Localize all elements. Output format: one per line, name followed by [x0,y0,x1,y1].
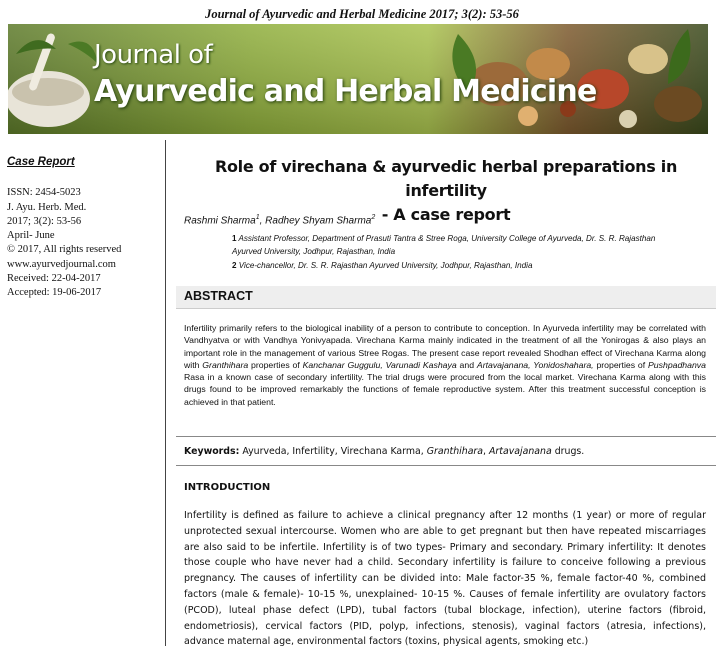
keywords-label: Keywords: [184,446,240,457]
abstract-italic-term: Pushpadhanva [648,359,706,370]
article-type: Case Report [7,156,75,168]
keyword-italic: Granthihara [426,446,484,457]
affiliation-2 [232,259,710,272]
abstract-heading-bar [176,286,716,309]
meta-copyright: © 2017, All rights reserved [7,244,122,256]
abstract-italic-term: Granthihara [202,359,249,370]
abstract-text-part: properties of [248,359,303,370]
author-1: Rashmi Sharma [184,215,256,227]
banner-title-line1: Journal of [94,40,213,70]
abstract-text-part: properties of [593,359,649,370]
author-2-affil: 2 [371,214,376,221]
affiliation-2-num: 2 [232,261,237,270]
banner-title-line2: Ayurvedic and Herbal Medicine [94,74,597,109]
meta-issn: ISSN: 2454-5023 [7,187,81,199]
keywords [184,446,584,457]
abstract-italic-term: Kanchanar Guggulu, Varunadi Kashaya [302,359,457,370]
affiliation-1-line2: Ayurved University, Jodhpur, Rajasthan, India [232,247,396,256]
meta-issue-months: April- June [7,230,55,242]
abstract-heading: ABSTRACT [184,289,253,303]
title-line1: Role of virechana & ayurvedic herbal preparations in infertility [214,157,678,200]
title-line2: - A case report [381,205,511,224]
keyword-italic: Artavajanana [489,446,552,457]
affiliation-1-line1: Assistant Professor, Department of Prasuti Tantra & Stree Roga, University College of Ayurveda, Dr. S. R. Rajasthan [238,234,656,243]
affiliation-1 [232,232,710,258]
keywords-bottom-rule [176,465,716,466]
introduction-heading: INTRODUCTION [184,482,271,493]
abstract-text-part: and [456,359,477,370]
meta-received: Received: 22-04-2017 [7,273,101,285]
introduction-text: Infertility is defined as failure to achieve a clinical pregnancy after 12 months (1 year) or more of regular unprotected sexual intercourse. Women who are able to get pregnant but then have repeated miscarriages are also said to be infertile. Infertility is of two types- Primary and secondary. Primary infertility: It denotes those couple who have never had a child. Secondary infertility is failure to conceive following a previous pregnancy. The causes of infertility can be divided into: Male factor-35 %, female factor-40 %, combined factors (male & female)- 10-15 %, unexplained- 10-15 %. Causes of female infertility are ovulatory factors (PCOD), luteal phase defect (LPD), tubal factors (tubal blockage, infection), uterine factors (fibroid, endometriosis), cervical factors (PID, polyp, infections, stenosis), vaginal factors (atresia, infections), advance maternal age, environmental factors (toxins, physical agents, smoking etc.) [184,510,706,648]
article-meta-sidebar [7,155,157,301]
meta-journal-abbrev: J. Ayu. Herb. Med. [7,201,87,213]
keywords-text: drugs. [551,446,585,457]
abstract-text [184,322,706,408]
affiliation-1-num: 1 [232,234,237,243]
author-2: Radhey Shyam Sharma [265,215,372,227]
meta-website: www.ayurvedjournal.com [7,258,116,270]
author-separator: , [259,215,266,227]
author-1-affil: 1 [255,214,260,221]
running-header: Journal of Ayurvedic and Herbal Medicine 2017; 3(2): 53-56 [205,7,519,21]
abstract-text-part: Infertility primarily refers to the biological inability of a person to contribute to conception. In Ayurveda infertility may be correlated with Vandhyatva or with Vandhya Yonivyapada. Virechana Karma mainly indicated in the treatment of all the Yonirogas & also plays an important role in the management of various Stree Rogas. The present case report revealed Shodhan effect of Virechana Karma along with [184,323,706,370]
affiliation-2-line1: Vice-chancellor, Dr. S. R. Rajasthan Ayurved University, Jodhpur, Rajasthan, India [238,261,533,270]
authors [184,214,375,226]
journal-banner [8,24,708,134]
abstract-text-part: Rasa in a known case of secondary infertility. The trial drugs were procured from the local market. Virechana Karma along with this drugs found to be improved remarkably the functions of female reproductive system. After this treatment successful conception is achieved in that patient. [184,372,706,407]
keywords-text: , [483,446,490,457]
meta-volume: 2017; 3(2): 53-56 [7,215,82,227]
column-divider [165,140,166,646]
keywords-top-rule [176,436,716,437]
keywords-text: Ayurveda, Infertility, Virechana Karma, [239,446,427,457]
abstract-italic-term: Artavajanana, Yonidoshahara, [476,359,594,370]
meta-accepted: Accepted: 19-06-2017 [7,287,102,299]
